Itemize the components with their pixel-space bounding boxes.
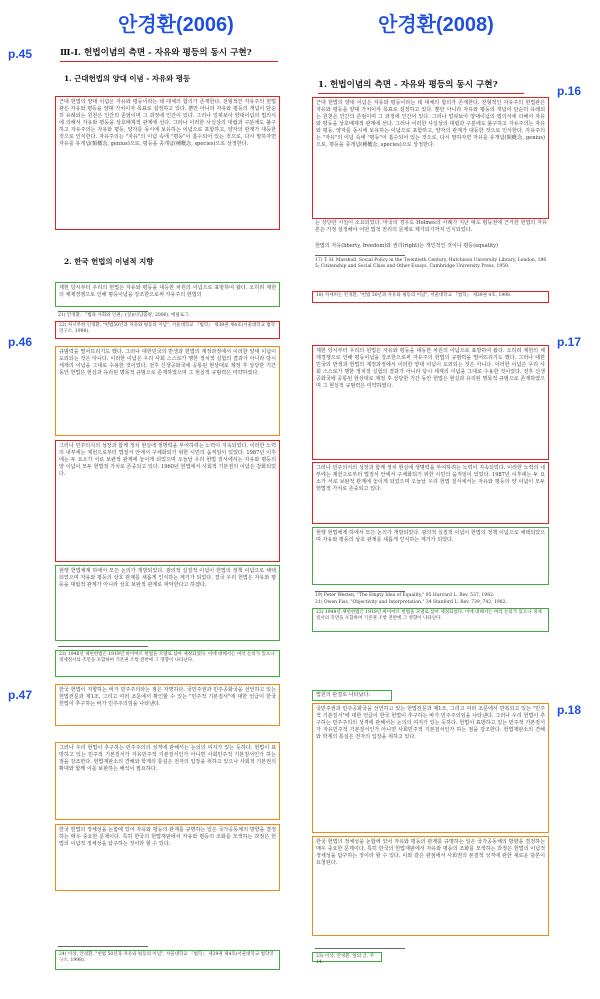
right-para-3: 헌법의 자유(liberty, freedom)와 권리(right)는 개인적인 것이나 평등(equality) [315, 243, 498, 249]
right-footnote-rule-2 [315, 591, 405, 592]
right-footnote-18: 18) 자세히는 안경환, "헌법 50년과 자유와 평등의 이념", 서울대학교 『법학』 제39권 4호, 1998. [312, 291, 549, 303]
right-p18-para-a: 국민주권과 민주공화국을 선언하고 있는 헌법전문과 제1조, 그리고 여러 조문에서 반복되고 있는 "민주적 기본질서"에 대한 언급이 한국 헌법이 추구하는 바가 민주주의임을 나타낸다. 그러나 우리 헌법이 추구하는 민주주의의 성격에 관해서는 논의의 여지가 있는 듯하다. 헌법이 표방하고 있는 민주적 기본질서가 자유민주적 기본질서인가 아니면 사회민주적 기본질서인가 하는 점을 강조한다. 헌법재판소의 견해와 학계의 통설은 전자의 입장을 취하고 있다. [316, 706, 545, 740]
left-p47-para-b-box [55, 742, 280, 820]
page-label-p16: p.16 [557, 84, 582, 98]
right-p17-para-b-box [312, 462, 549, 524]
right-p17-para-b: 그러나 민주의식의 성장과 함께 정치 현실에 생명력을 부여하려는 노력이 지속되었다. 이러한 노력의 내부에는 제헌으로부터 법질서 안에서 구체화되기 위한 시민의 움직임이 있었다. 1987년 이후에는 두 요소가 서로 보완적 관계에 놓이게 되었으며 오늘날 우리 헌법 질서에서는 자유와 평등의 양 이념이 모두 헌법적 가치로 존중되고 있다. [316, 465, 545, 492]
left-p47-para-c: 한국 헌법의 정체성을 논함에 있어 자유와 평등의 관계를 규명하는 일은 국가공동체의 방향을 결정하는 매우 중요한 문제이다. 특히 한국의 헌법재판에서 자유와 평등의 조화를 모색하는 과정은 헌법의 이념적 정체성을 탐구하는 것이라 할 수 있다. [59, 827, 276, 847]
left-p47-para-c-box [55, 824, 280, 891]
right-footnote-17: 17) T. H. Marshall, Social Policy in the Twentieth Century, Hutchison University Library, London, 1965; Citizenship and Social Class and Other Essays, Cambridge University Press, 1950. [315, 258, 547, 269]
right-p17-para-c: 현행 헌법체계 하에서 모든 논의가 개방되었다. 광의적 실질적 이념이 헌법의 정책 이념으로 채택되었으며 자유와 평등의 상호 관계를 새롭게 인식하는 계기가 되었다. [316, 530, 545, 543]
right-footnote-rule-3 [315, 948, 405, 949]
right-p17-para-c-box [312, 527, 549, 585]
left-p46-para-c: 현행 헌법체계 하에서 모든 논의가 개방되었다. 광의적 실질적 이념이 헌법의 정책 이념으로 채택되었으며 자유와 평등의 상호 관계를 새롭게 인식하는 계기가 되었다. 결국 우리 헌법은 자유와 평등을 대립적 관계가 아니라 상호 보완적 관계로 파악한다고 하겠다. [59, 568, 276, 588]
left-footnote-21: 21) 안경환, 『법과 사회와 인권』(상)(나남출판, 2006), 에필로그. [58, 313, 190, 318]
left-p46-para-b-box [55, 440, 280, 562]
page-label-p18: p.18 [557, 703, 582, 717]
right-footnote-21: 21) Owen Fiss, "Objectivity and Interpretation," 34 Stanford L. Rev. 739, 742, 1982. [315, 600, 507, 605]
right-footnote-22: 22) 1948년 제헌헌법은 1919년 바이마르 헌법을 모델로 삼아 제정되었다. 이에 대해서는 여러 논의가 있으나 경제질서의 측면을 포함하여 기본권 조항 전반에 그 영향이 나타난다. [312, 608, 549, 632]
left-para-2: 제헌 당시부터 우리의 헌법은 자유와 평등을 대등한 차원의 이념으로 표방하여 왔다. 오히려 제헌의 체제경쟁으로 인해 평등이념을 강조한으로써 자유주의 헌법의 [59, 285, 276, 298]
right-p18-top-box [312, 690, 392, 701]
left-p46-para-a-box [55, 346, 280, 436]
right-footnote-23: 23) 이상, 안경환, 앞의 글, 주 14. [312, 952, 382, 962]
page-label-p46: p.46 [8, 335, 33, 349]
right-p18-para-b-box [312, 836, 549, 936]
left-para-1: 근대 헌법의 양대 이념은 자유와 평등이라는 데 대체의 합의가 존재한다. 전형적인 자유주의 헌법관은 자유와 평등을 양대 가치이자 목표로 설정하고 있다. 뿐만 아니라 자유와 평등의 개념이 단순히 유래되는 원천은 인간의 존엄이며 그 과정에 인간이 있다. 그러나 얼핏보아 양대이념의 법의식에 의해서 자유와 평등을 상호배제적 관계에 선다. 그러나 이러한 사실상의 대립과 구분에도 불구하고 자유주의는 자유와 평등, 양자를 동시에 보유하는 이념으로 포함하고, 양자의 관계가 대등한 것으로 인식한다. 자유주의는 "자유"의 이념 속에 "평등"이 흡수되어 있는 것으로, 다시 말하자면 자유를 유개념(類概念, genius)으로, 평등을 종개념(種概念, species)으로 상정한다. [59, 99, 276, 147]
page-label-p45: p.45 [8, 47, 33, 61]
page-label-p47: p.47 [8, 688, 33, 702]
left-p46-para-b: 그러나 민주의식의 성장과 함께 정치 현실에 생명력을 부여하려는 노력이 지속되었다. 이러한 노력의 내부에는 제헌으로부터 법질서 안에서 구체화되기 위한 시민의 움직임이 있었다. 1987년 이후에는 두 요소가 서로 보완적 관계에 놓이게 되었으며 오늘날 우리 헌법 질서에서는 자유와 평등의 양 이념이 모두 헌법적 가치로 존중되고 있다. 1960년 헌법에서 사회적 기본권의 이념은 강화되었다. [59, 443, 276, 477]
right-para-2: 는 상당한 시일이 소요되었다. 마국의 경우도 Holmes의 사례가 지난 예도 평등권에 근거한 헌법의 자유론은 가정 설정해야 어떤 법적 권리의 문제로 제기되기까지 인식되었다. [315, 220, 547, 233]
left-p47-para-b: 그러나 우리 헌법이 추구하는 민주주의의 성격에 관해서는 논의의 여지가 있는 듯하다. 헌법이 표방하고 있는 민주적 기본질서가 자유민주적 기본질서인가 아니면 사회민주적 기본질서인가 하는 점을 강조한다. 헌법재판소의 견해와 학계의 통설은 전자의 입장을 취하고 있으나 사회적 기본권의 확대와 함께 이를 보완하는 해석이 필요하다. [59, 745, 276, 772]
right-p17-para-a: 제헌 당시부터 우리의 헌법은 자유와 평등을 대등한 차원의 이념으로 표방하여 왔다. 오히려 제헌의 체제경쟁으로 인해 평등이념을 강조한으로써 자유주의 헌법의 규범력을 떨어뜨리기도 했다. 그러나 대한민국의 반생과 헌법의 계정과정에서 이러한 양대 이념이 도외되는 것은 아니다. 이러한 이념은 우리 사회 스스로가 행한 정치적 실험의 결과가 아니라 당시 세계의 이념을 그대로 수용한 것이었다. 전후 신생공화국에 공통된 현상대로 제정 후 상당한 기간 동안 헌법은 현실과 유리된 명목적 규범으로 존재하였으며 그 현실적 규범력은 미약하였다. [316, 348, 545, 389]
right-column-header: 안경환(2008) [378, 14, 494, 36]
right-p17-para-a-box [312, 345, 549, 460]
left-p47-para-a-box [55, 684, 280, 726]
right-p18-para-a-box [312, 703, 549, 833]
left-section-title: Ⅲ-Ⅰ. 헌법이념의 측면 - 자유와 평등의 동시 구현? [60, 46, 278, 62]
left-footnote-rule-3 [58, 946, 148, 947]
right-para-1: 근대 헌법의 양대 이념은 자유와 평등이라는 데 대체의 합의가 존재한다. 전형적인 자유주의 헌법관은 자유와 평등을 양대 가치이자 목표로 설정하고 있다. 뿐만 아니라 자유와 평등의 개념이 단순히 유래되는 원천은 인간의 존엄이며 그 과정에 인간이 있다. 그러나 얼핏보아 양대이념의 법의식에 의해서 자유와 평등을 상호배제적 관계에 선다. 그러나 이러한 사실상의 대립과 구분에도 불구하고 자유주의는 자유와 평등, 양자를 동시에 보유하는 이념으로 포함하고, 양자의 관계가 대등한 것으로 인식한다. 자유주의는 "자유"의 이념 속에 "평등"이 흡수되어 있는 것으로, 다시 말하자면 자유를 유개념(類概念, genius)으로, 평등을 종개념(種概念, species)으로 상정한다. [316, 100, 545, 148]
left-para-1-box [55, 96, 280, 230]
right-section-title: 1. 헌법이념의 측면 - 자유와 평등의 동시 구현? [318, 78, 524, 94]
left-footnote-rule-2 [58, 646, 148, 647]
left-column-header: 안경환(2006) [118, 14, 234, 36]
left-subhead-1: 1. 근대헌법의 양대 이념 - 자유와 평등 [64, 74, 191, 83]
page-label-p17: p.17 [557, 335, 582, 349]
right-para-1-box [312, 97, 549, 219]
right-footnote-rule-1 [315, 255, 405, 256]
left-para-2-box [55, 282, 280, 307]
right-p18-para-b: 한국 헌법의 정체성을 논함에 있어 자유와 평등의 관계를 규명하는 일은 국가공동체의 방향을 결정하는 매우 중요한 문제이다. 특히 한국의 헌법재판에서 자유와 평등의 조화를 모색하는 과정은 헌법의 이념적 정체성을 탐구하는 것이라 할 수 있다. 이와 같은 관점에서 사회권의 본질적 성격에 관한 새로운 담론이 요청된다. [316, 839, 545, 866]
left-footnote-rule-1 [58, 311, 148, 312]
left-footnote-23: 23) 1948년 제헌헌법은 1919년 바이마르 헌법을 모델로 삼아 제정되었다. 이에 대해서는 여러 논의가 있으나 경제질서의 측면을 포함하여 기본권 조항 전반에 그 영향이 나타난다. [55, 650, 280, 677]
left-p46-para-c-box [55, 565, 280, 641]
left-footnote-24: 24) 이상, 안경환, "헌법 50년과 자유와 평등의 이념", 서울대학교 『법학』 제39권 제4호(서울대학교 법학연구소, 1998). [55, 950, 280, 970]
right-p18-top: 법원의 판결로 나타났다. [316, 692, 371, 698]
left-p46-para-a: 규범력을 떨어뜨리기도 했다. 그러나 대한민국의 반생과 헌법의 계정과정에서 이러한 양대 이념이 도외되는 것은 아니다. 이러한 이념은 우리 사회 스스로가 행한 정치적 실험의 결과가 아니라 당시 세계의 이념을 그대로 수용한 것이었다. 전후 신생공화국에 공통된 현상대로 제정 후 상당한 기간 동안 헌법은 현실과 유리된 명목적 규범으로 존재하였으며 그 현실적 규범력은 미약하였다. [59, 349, 276, 376]
left-footnote-22: 22) 차시무한 인경환, "헌법50년과 자유와 평등의 이념", 서울대학교 『법학』 제39권 제4호(서울대학교 법학연구소, 1998). [55, 321, 280, 339]
left-subhead-2: 2. 한국 헌법의 이념적 지향 [64, 257, 154, 266]
left-p47-para-a: 한국 헌법이 지향하는 바가 민주주의라는 점은 자명하다. 국민주권과 민주공화국을 선언하고 있는 헌법전문과 제1조, 그리고 여러 조문에서 확인할 수 있는 "민주적 기본질서"에 대한 언급이 한국 헌법이 추구하는 바가 민주주의임을 나타낸다. [59, 687, 276, 707]
right-footnote-19: 19) Peter Westen, "The Empty Idea of Equality," 95 Harvard L. Rev. 537, 1982. [315, 593, 495, 598]
